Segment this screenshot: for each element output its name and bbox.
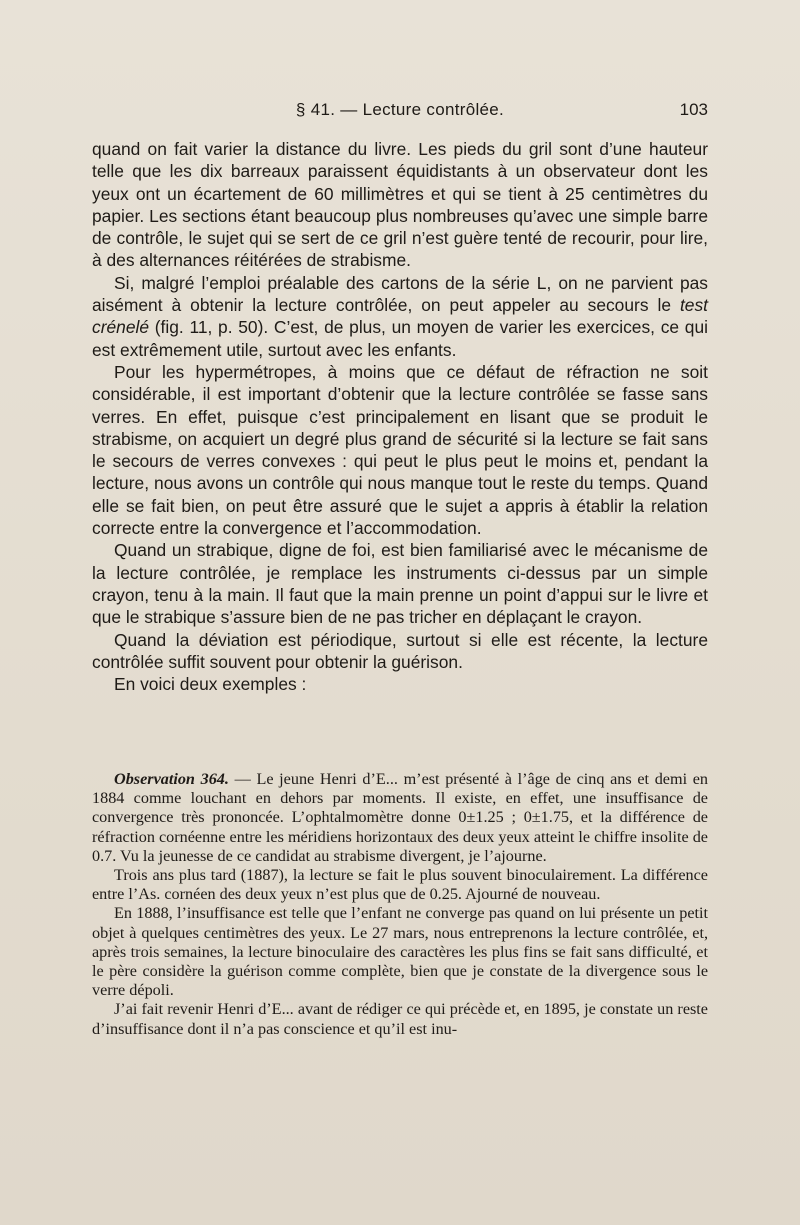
main-text bbox=[92, 138, 708, 695]
running-head: § 41. — Lecture contrôlée. bbox=[295, 100, 505, 119]
observation-paragraph-1 bbox=[92, 770, 708, 866]
paragraph-3: Pour les hypermétropes, à moins que ce défaut de réfraction ne soit considérable, il est important d’obtenir que la lecture contrôlée se fasse sans verres. En effet, puisque c’est principalement en lisant que se produit le strabisme, on acquiert un degré plus grand de sécurité si la lecture se fait sans le secours de verres convexes : qui peut le plus peut le moins et, pendant la lecture, nous avons un contrôle qui nous manque tout le reste du temps. Quand elle se fait bien, on peut être assuré que le sujet a appris à établir la relation correcte entre la convergence et l’accommodation. bbox=[92, 361, 708, 539]
test-crenele-term: test crénelé bbox=[92, 295, 708, 338]
observation-block bbox=[92, 770, 708, 1039]
paragraph-1: quand on fait varier la distance du livre. Les pieds du gril sont d’une hauteur telle que les dix barreaux paraissent équidistants à un observateur dont les yeux ont un écartement de 60 millimètres et qui se tient à 25 centimètres du papier. Les sections étant beaucoup plus nombreuses qu’avec une simple barre de contrôle, le sujet qui se sert de ce gril n’est guère tenté de recourir, pour lire, à des alternances réitérées de strabisme. bbox=[92, 139, 708, 271]
paragraph-2-end: (fig. 11, p. 50). C’est, de plus, un moyen de varier les exercices, ce qui est extrêmement utile, surtout avec les enfants. bbox=[92, 317, 708, 360]
paragraph-6: En voici deux exemples : bbox=[114, 674, 307, 695]
page-number: 103 bbox=[679, 100, 708, 119]
observation-paragraph-3: En 1888, l’insuffisance est telle que l’enfant ne converge pas quand on lui présente un petit objet à quelques centimètres des yeux. Le 27 mars, nous entreprenons la lecture contrôlée, et, après trois semaines, la lecture binoculaire des caractères les plus fins se fait sans difficulté, et le père considère la guérison comme complète, bien que je constate de la divergence sous le verre dépoli. bbox=[92, 904, 708, 1000]
paragraph-2-start: Si, malgré l’emploi préalable des cartons de la série L, on ne parvient pas aisément à obtenir la lecture contrôlée, on peut appeler au secours le bbox=[92, 272, 708, 316]
observation-text-1: — Le jeune Henri d’E... m’est présenté à l’âge de cinq ans et demi en 1884 comme louchant en dehors par moments. Il existe, en effet, une insuffisance de convergence très prononcée. L’ophtalmomètre donne 0±1.25 ; 0±1.75, et la différence de réfraction cornéenne entre les méridiens horizontaux des deux yeux atteint le chiffre insolite de 0.7. Vu la jeunesse de ce candidat au strabisme divergent, je l’ajourne. bbox=[92, 770, 709, 865]
page-header bbox=[92, 100, 708, 124]
observation-label: Observation 364. bbox=[114, 770, 229, 788]
paragraph-5: Quand la déviation est périodique, surtout si elle est récente, la lecture contrôlée suffit souvent pour obtenir la guérison. bbox=[92, 629, 708, 672]
observation-paragraph-4: J’ai fait revenir Henri d’E... avant de rédiger ce qui précède et, en 1895, je constate un reste d’insuffisance dont il n’a pas conscience et qu’il est inu- bbox=[92, 1000, 708, 1038]
paragraph-2 bbox=[92, 272, 708, 361]
observation-paragraph-2: Trois ans plus tard (1887), la lecture se fait le plus souvent binoculairement. La différence entre l’As. cornéen des deux yeux n’est plus que de 0.25. Ajourné de nouveau. bbox=[92, 866, 708, 904]
paragraph-4: Quand un strabique, digne de foi, est bien familiarisé avec le mécanisme de la lecture contrôlée, je remplace les instruments ci-dessus par un simple crayon, tenu à la main. Il faut que la main prenne un point d’appui sur le livre et que le strabique s’assure bien de ne pas tricher en déplaçant le crayon. bbox=[92, 540, 708, 628]
